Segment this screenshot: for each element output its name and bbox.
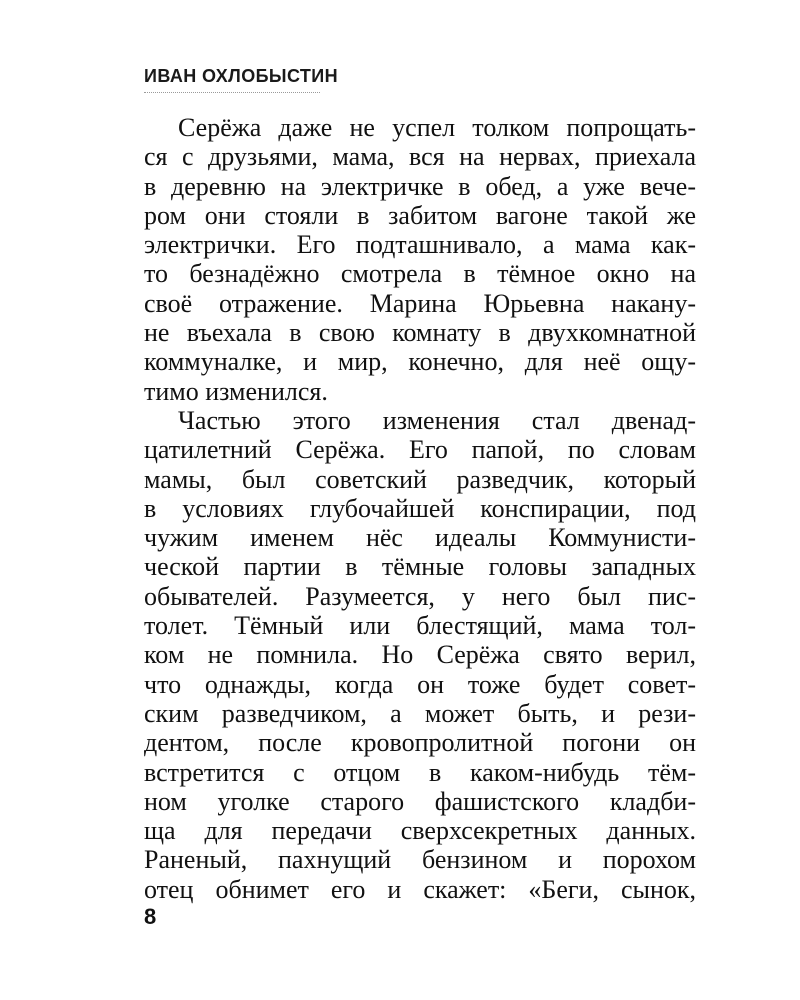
running-header-author: ИВАН ОХЛОБЫСТИН bbox=[144, 66, 339, 86]
text-line: коммуналке, и мир, конечно, для неё ощу- bbox=[144, 347, 696, 377]
header-divider bbox=[144, 92, 320, 93]
text-line: электрички. Его подташнивало, а мама как- bbox=[144, 230, 696, 260]
text-line: ским разведчиком, а может быть, и рези- bbox=[144, 698, 696, 728]
text-line: Раненый, пахнущий бензином и порохом bbox=[144, 845, 696, 875]
text-line: дентом, после кровопролитной погони он bbox=[144, 728, 696, 758]
text-line: что однажды, когда он тоже будет совет- bbox=[144, 669, 696, 699]
text-line: ром они стояли в забитом вагоне такой же bbox=[144, 200, 696, 230]
text-line: ща для передачи сверхсекретных данных. bbox=[144, 816, 696, 846]
text-line: отец обнимет его и скажет: «Беги, сынок, bbox=[144, 874, 696, 904]
text-line: в условиях глубочайшей конспирации, под bbox=[144, 493, 696, 523]
text-line: цатилетний Серёжа. Его папой, по словам bbox=[144, 435, 696, 465]
body-text bbox=[144, 113, 696, 904]
text-line: то безнадёжно смотрела в тёмное окно на bbox=[144, 259, 696, 289]
text-line: встретится с отцом в каком-нибудь тём- bbox=[144, 757, 696, 787]
page-number: 8 bbox=[144, 904, 157, 929]
text-line: мамы, был советский разведчик, который bbox=[144, 464, 696, 494]
text-line: ном уголке старого фашистского кладби- bbox=[144, 786, 696, 816]
text-line: чужим именем нёс идеалы Коммунисти- bbox=[144, 523, 696, 553]
text-line: Серёжа даже не успел толком попрощать- bbox=[178, 113, 696, 142]
text-line: тимо изменился. bbox=[144, 376, 328, 406]
text-line: Частью этого изменения стал двенад- bbox=[178, 405, 696, 435]
text-line: ческой партии в тёмные головы западных bbox=[144, 552, 696, 582]
text-line: в деревню на электричке в обед, а уже вече- bbox=[144, 171, 696, 201]
text-line: своё отражение. Марина Юрьевна накану- bbox=[144, 288, 696, 318]
text-line: толет. Тёмный или блестящий, мама тол- bbox=[144, 611, 696, 641]
text-line: ся с друзьями, мама, вся на нервах, приехала bbox=[144, 142, 696, 172]
text-line: ком не помнила. Но Серёжа свято верил, bbox=[144, 640, 696, 670]
text-line: обывателей. Разумеется, у него был пис- bbox=[144, 581, 696, 611]
text-line: не въехала в свою комнату в двухкомнатной bbox=[144, 318, 696, 348]
